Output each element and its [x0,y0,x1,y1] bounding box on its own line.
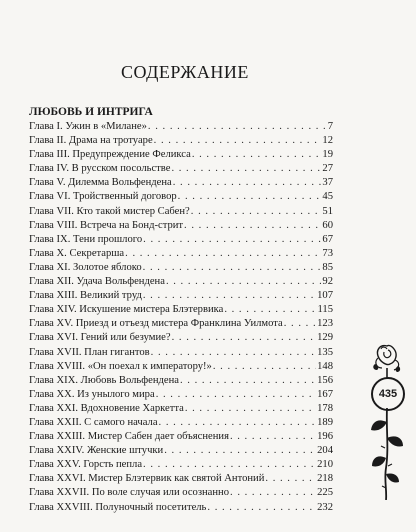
toc-entry [29,148,333,162]
toc-entry [29,134,333,148]
dot-leader [192,148,322,162]
toc-entry-page: 204 [317,445,333,457]
table-of-contents [29,120,333,515]
toc-entry-page: 45 [322,191,333,203]
toc-entry-title: Глава IV. В русском посольстве [29,163,171,175]
toc-entry-page: 167 [317,388,333,400]
folio-badge [371,377,405,411]
toc-entry-title: Глава XII. Удача Вольфендена [29,276,165,288]
toc-entry-title: Глава XIII. Великий труд [29,290,142,302]
toc-entry-page: 115 [317,304,333,316]
toc-entry-page: 107 [317,290,333,302]
toc-entry-page: 232 [317,501,333,513]
dot-leader [166,275,321,289]
toc-entry [29,303,333,317]
page-number: 435 [378,388,398,400]
dot-leader [224,303,316,317]
dot-leader [156,388,316,402]
toc-entry [29,233,333,247]
toc-entry-page: 92 [322,276,333,288]
toc-entry [29,472,333,486]
toc-entry-title: Глава VII. Кто такой мистер Сабен? [29,205,190,217]
toc-entry [29,430,333,444]
toc-entry [29,289,333,303]
toc-entry-page: 12 [322,135,333,147]
toc-entry-page: 156 [317,374,333,386]
toc-entry-title: Глава XXIV. Женские штучки [29,445,164,457]
toc-entry [29,120,333,134]
toc-entry-title: Глава XVI. Гений или безумие? [29,332,171,344]
toc-entry-page: 123 [317,318,333,330]
toc-entry-page: 148 [317,360,333,372]
toc-entry [29,247,333,261]
dot-leader [143,261,322,275]
toc-entry-title: Глава VI. Тройственный договор [29,191,177,203]
toc-entry [29,402,333,416]
toc-entry [29,416,333,430]
toc-entry-title: Глава XVII. План гигантов [29,346,150,358]
toc-entry [29,346,333,360]
toc-entry-page: 210 [317,459,333,471]
dot-leader [148,120,327,134]
toc-entry-title: Глава XXVII. По воле случая или осознанно [29,487,230,499]
toc-entry [29,486,333,500]
toc-entry-page: 178 [317,402,333,414]
dot-leader [265,472,316,486]
toc-entry [29,190,333,204]
toc-entry-title: Глава XXVIII. Полуночный посетитель [29,501,207,513]
toc-entry-title: Глава XXV. Горсть пепла [29,459,143,471]
dot-leader [191,205,322,219]
dot-leader [143,458,316,472]
dot-leader [143,233,321,247]
dot-leader [284,317,316,331]
dot-leader [172,331,317,345]
toc-entry-page: 37 [322,177,333,189]
dot-leader [143,289,316,303]
toc-entry [29,501,333,515]
toc-entry [29,162,333,176]
toc-entry [29,261,333,275]
toc-entry [29,374,333,388]
toc-entry-page: 51 [322,205,333,217]
dot-leader [207,501,316,515]
toc-entry [29,444,333,458]
toc-entry-title: Глава XXI. Вдохновение Харкетта [29,402,184,414]
dot-leader [164,444,316,458]
toc-entry-page: 225 [317,487,333,499]
toc-entry [29,360,333,374]
dot-leader [173,176,322,190]
toc-entry [29,317,333,331]
rose-stem-icon [368,408,406,500]
toc-entry-title: Глава XXIII. Мистер Сабен дает объяснения [29,431,229,443]
toc-entry-title: Глава VIII. Встреча на Бонд-стрит [29,219,184,231]
rose-icon [370,340,404,378]
toc-entry-title: Глава IX. Тени прошлого [29,233,143,245]
toc-entry-title: Глава XV. Приезд и отъезд мистера Франклина Уилмота [29,318,283,330]
dot-leader [184,219,321,233]
toc-entry [29,176,333,190]
toc-entry-page: 85 [322,261,333,273]
toc-entry-title: Глава II. Драма на тротуаре [29,135,153,147]
toc-entry-page: 129 [317,332,333,344]
dot-leader [159,416,317,430]
toc-entry-title: Глава X. Секретарша [29,247,125,259]
toc-entry-title: Глава XIV. Искушение мистера Блэтервика [29,304,224,316]
toc-entry-title: Глава XI. Золотое яблоко [29,261,142,273]
toc-entry-page: 60 [322,219,333,231]
toc-entry-page: 218 [317,473,333,485]
toc-entry-page: 19 [322,149,333,161]
toc-entry-page: 73 [322,247,333,259]
dot-leader [213,360,316,374]
toc-entry-title: Глава XX. Из унылого мира [29,388,155,400]
toc-entry-page: 189 [317,416,333,428]
page-title: СОДЕРЖАНИЕ [121,62,249,82]
toc-entry-page: 135 [317,346,333,358]
dot-leader [178,190,322,204]
dot-leader [230,486,316,500]
dot-leader [151,346,316,360]
dot-leader [171,162,321,176]
toc-entry-title: Глава XXII. С самого начала [29,416,158,428]
section-heading: ЛЮБОВЬ И ИНТРИГА [29,106,153,118]
toc-entry-title: Глава III. Предупреждение Феликса [29,149,191,161]
dot-leader [230,430,316,444]
dot-leader [180,374,316,388]
toc-entry-page: 196 [317,431,333,443]
toc-entry [29,331,333,345]
toc-entry [29,275,333,289]
toc-entry-title: Глава XIX. Любовь Вольфендена [29,374,179,386]
toc-entry [29,388,333,402]
toc-entry-title: Глава V. Дилемма Вольфендена [29,177,172,189]
dot-leader [154,134,322,148]
dot-leader [125,247,321,261]
toc-entry-title: Глава I. Ужин в «Милане» [29,121,147,132]
dot-leader [185,402,316,416]
toc-entry-page: 27 [322,163,333,175]
toc-entry-title: Глава XXVI. Мистер Блэтервик как святой Антоний [29,473,265,485]
toc-entry-title: Глава XVIII. «Он поехал к императору!» [29,360,212,372]
toc-entry-page: 67 [322,233,333,245]
toc-entry [29,458,333,472]
toc-entry-page: 7 [327,121,333,132]
toc-entry [29,205,333,219]
toc-entry [29,219,333,233]
